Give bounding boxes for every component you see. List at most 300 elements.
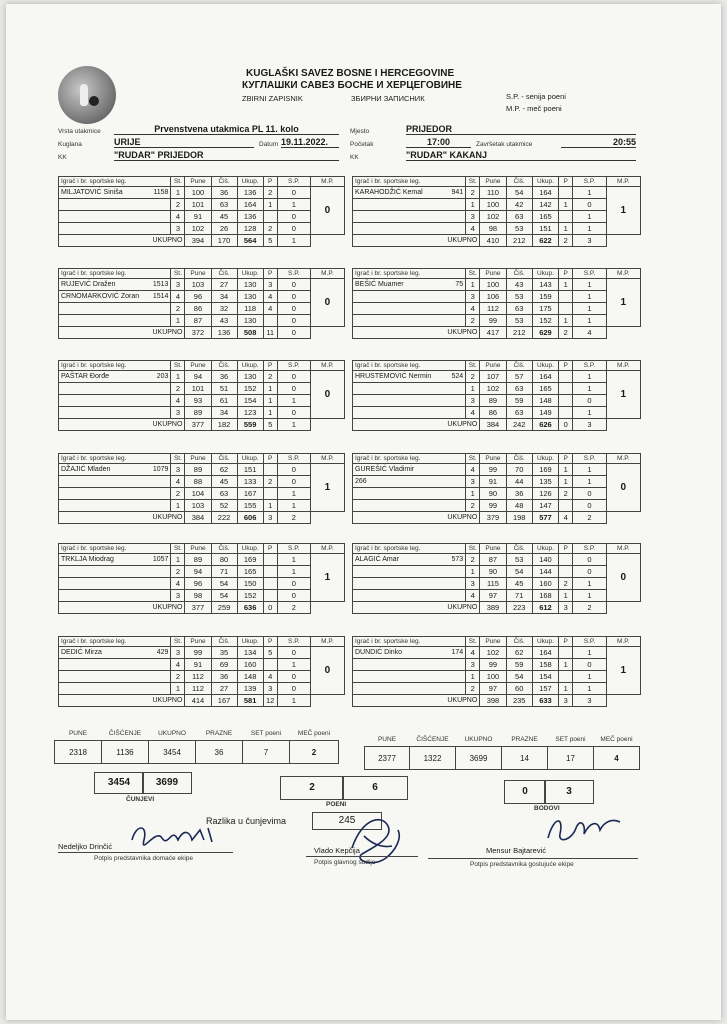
cell-p: 2	[559, 488, 573, 500]
cell-p: 1	[263, 500, 277, 512]
player-cell	[59, 554, 171, 566]
cell-lane: 4	[171, 659, 185, 671]
cell-p	[559, 554, 573, 566]
throw-row	[59, 291, 345, 303]
cell-pune: 100	[480, 279, 506, 291]
col-header-ukup: Ukup.	[237, 177, 263, 187]
col-header-mp: M.P.	[310, 361, 344, 371]
col-header-pune: Pune	[480, 637, 506, 647]
cell-ukup: 160	[532, 578, 558, 590]
throw-row	[353, 683, 641, 695]
cell-ukup: 144	[532, 566, 558, 578]
cell-sp: 1	[573, 407, 606, 419]
cell-cis: 44	[506, 476, 532, 488]
cell-ukup: 164	[532, 371, 558, 383]
throw-row	[353, 476, 641, 488]
total-cis: 167	[211, 695, 237, 707]
player-cell	[59, 476, 171, 488]
cell-lane: 4	[466, 590, 480, 602]
col-header-p: P	[559, 544, 573, 554]
cell-lane: 2	[171, 566, 185, 578]
kk-away-label: KK	[350, 154, 359, 161]
player-license: 174	[451, 649, 464, 656]
player-name: HRUSTEMOVIĆ Nermin	[355, 373, 432, 380]
judge-sign-line	[306, 856, 418, 857]
cell-pune: 97	[480, 683, 506, 695]
poeni-home: 2	[280, 776, 344, 800]
total-row	[353, 602, 641, 614]
player-license: 1079	[152, 466, 169, 473]
cell-sp: 0	[277, 671, 310, 683]
player-cell	[59, 279, 171, 291]
total-sp: 3	[573, 235, 606, 247]
total-sp: 3	[573, 695, 606, 707]
cell-cis: 53	[506, 291, 532, 303]
cell-sp: 1	[573, 279, 606, 291]
total-pune: 410	[480, 235, 506, 247]
total-row	[353, 327, 641, 339]
cell-lane: 4	[171, 476, 185, 488]
col-header-mp: M.P.	[606, 361, 640, 371]
cell-lane: 2	[171, 488, 185, 500]
cell-sp: 0	[573, 488, 606, 500]
cell-p: 5	[263, 647, 277, 659]
away-total-mec: 4	[594, 747, 640, 770]
cell-cis: 59	[506, 659, 532, 671]
cell-cis: 63	[211, 488, 237, 500]
cell-p	[263, 464, 277, 476]
cell-p: 1	[559, 659, 573, 671]
home-sign-caption: Potpis predstavnika domaće ekipe	[94, 855, 194, 862]
throw-row	[59, 187, 345, 199]
player-cell	[59, 371, 171, 383]
bodovi-label: BODOVI	[534, 805, 560, 812]
player-cell	[353, 303, 466, 315]
col-header-sp: S.P.	[277, 637, 310, 647]
player-cell	[353, 199, 466, 211]
col-header-mp: M.P.	[606, 269, 640, 279]
cell-lane: 1	[466, 566, 480, 578]
ukupno-label: UKUPNO	[353, 235, 480, 247]
total-ukup: 577	[532, 512, 558, 524]
cell-cis: 53	[506, 554, 532, 566]
total-cis: 259	[211, 602, 237, 614]
cell-pune: 98	[185, 590, 211, 602]
col-header-p: P	[559, 454, 573, 464]
cell-ukup: 134	[237, 647, 263, 659]
match-points: 1	[606, 371, 640, 419]
col-header-ukup: Ukup.	[532, 269, 558, 279]
cell-p: 1	[559, 315, 573, 327]
cell-lane: 2	[466, 554, 480, 566]
cell-pune: 89	[480, 395, 506, 407]
total-p: 11	[263, 327, 277, 339]
cell-sp: 0	[573, 566, 606, 578]
cell-ukup: 139	[237, 683, 263, 695]
total-sp: 2	[277, 512, 310, 524]
cell-sp: 1	[573, 383, 606, 395]
away-player-table	[352, 360, 641, 431]
legend-mp: M.P. - meč poeni	[506, 104, 562, 113]
total-p: 3	[559, 602, 573, 614]
cell-cis: 36	[211, 671, 237, 683]
player-cell	[353, 671, 466, 683]
throw-row	[353, 223, 641, 235]
col-header-mp: M.P.	[310, 269, 344, 279]
col-header-mp: M.P.	[606, 454, 640, 464]
total-ukup: 581	[237, 695, 263, 707]
match-points: 0	[310, 187, 344, 235]
cell-ukup: 160	[237, 659, 263, 671]
player-name: DEDIĆ Mirza	[61, 649, 102, 656]
col-header-sp: S.P.	[277, 177, 310, 187]
away-totals-label-ciscenje: ČIŠĆENJE	[416, 735, 449, 743]
col-header-p: P	[559, 637, 573, 647]
match-type: Prvenstvena utakmica PL 11. kolo	[114, 124, 339, 135]
player-name: CRNOMARKOVIĆ Zoran	[61, 293, 140, 300]
total-row	[59, 512, 345, 524]
col-header-p: P	[263, 544, 277, 554]
player-cell	[353, 371, 466, 383]
cell-ukup: 164	[237, 199, 263, 211]
total-cis: 198	[506, 512, 532, 524]
cell-pune: 100	[185, 187, 211, 199]
cell-cis: 63	[506, 383, 532, 395]
total-mp-empty	[310, 695, 344, 707]
cell-pune: 102	[185, 223, 211, 235]
cell-ukup: 149	[532, 407, 558, 419]
cell-cis: 45	[211, 211, 237, 223]
throw-row	[353, 291, 641, 303]
cell-ukup: 130	[237, 371, 263, 383]
cell-sp: 0	[573, 500, 606, 512]
total-row	[59, 602, 345, 614]
cell-sp: 1	[573, 371, 606, 383]
col-header-player: Igrač i br. sportske leg.	[353, 544, 466, 554]
cell-cis: 63	[506, 407, 532, 419]
cell-sp: 0	[277, 371, 310, 383]
cell-ukup: 165	[237, 566, 263, 578]
end-time: 20:55	[561, 137, 636, 148]
cell-p	[559, 566, 573, 578]
cunjevi-home: 3454	[94, 772, 144, 794]
away-total-prazne: 14	[502, 747, 548, 770]
player-cell	[353, 590, 466, 602]
cell-cis: 71	[211, 566, 237, 578]
col-header-cis: Čiš.	[506, 361, 532, 371]
total-p: 2	[559, 235, 573, 247]
cell-p	[559, 500, 573, 512]
cell-ukup: 142	[532, 199, 558, 211]
col-header-st: St.	[171, 454, 185, 464]
cell-ukup: 136	[237, 211, 263, 223]
form-title-cyrillic: ЗБИРНИ ЗАПИСНИК	[351, 94, 425, 103]
col-header-pune: Pune	[185, 544, 211, 554]
cell-p: 1	[263, 407, 277, 419]
cell-pune: 104	[185, 488, 211, 500]
total-mp-empty	[310, 602, 344, 614]
col-header-pune: Pune	[480, 454, 506, 464]
total-ukup: 633	[532, 695, 558, 707]
throw-row	[353, 211, 641, 223]
datum-label: Datum	[259, 141, 279, 148]
col-header-pune: Pune	[480, 177, 506, 187]
player-cell	[59, 647, 171, 659]
throw-row	[353, 578, 641, 590]
home-player-table	[58, 268, 345, 339]
cell-p: 1	[559, 223, 573, 235]
player-cell	[59, 303, 171, 315]
total-pune: 414	[185, 695, 211, 707]
col-header-player: Igrač i br. sportske leg.	[59, 544, 171, 554]
cell-pune: 112	[480, 303, 506, 315]
player-cell	[59, 671, 171, 683]
throw-row	[59, 407, 345, 419]
col-header-cis: Čiš.	[506, 177, 532, 187]
col-header-mp: M.P.	[310, 544, 344, 554]
total-sp: 4	[573, 327, 606, 339]
col-header-sp: S.P.	[277, 544, 310, 554]
throw-row	[59, 578, 345, 590]
cell-pune: 99	[480, 464, 506, 476]
col-header-cis: Čiš.	[506, 269, 532, 279]
form-title-latin: ZBIRNI ZAPISNIK	[242, 94, 303, 103]
home-sign-line	[58, 852, 233, 853]
cell-ukup: 136	[237, 187, 263, 199]
cell-sp: 0	[277, 476, 310, 488]
match-points: 1	[606, 187, 640, 235]
cell-lane: 1	[171, 683, 185, 695]
col-header-pune: Pune	[185, 454, 211, 464]
col-header-player: Igrač i br. sportske leg.	[59, 454, 171, 464]
ukupno-label: UKUPNO	[59, 602, 185, 614]
player-license: 1514	[152, 293, 169, 300]
cell-cis: 80	[211, 554, 237, 566]
away-totals-label-prazne: PRAZNE	[511, 735, 538, 743]
total-p: 12	[263, 695, 277, 707]
cell-p	[559, 303, 573, 315]
cell-sp: 0	[573, 199, 606, 211]
player-license: 941	[451, 189, 464, 196]
total-pune: 384	[480, 419, 506, 431]
match-points: 1	[606, 647, 640, 695]
total-cis: 223	[506, 602, 532, 614]
cell-lane: 4	[171, 211, 185, 223]
cell-sp: 1	[573, 291, 606, 303]
col-header-sp: S.P.	[573, 637, 606, 647]
mjesto-label: Mjesto	[350, 128, 370, 135]
cell-p	[263, 659, 277, 671]
cell-p	[263, 566, 277, 578]
player-cell	[353, 659, 466, 671]
throw-row	[59, 395, 345, 407]
total-mp-empty	[310, 419, 344, 431]
cell-sp: 1	[573, 187, 606, 199]
cell-lane: 4	[466, 303, 480, 315]
cell-sp: 1	[573, 683, 606, 695]
cell-ukup: 169	[532, 464, 558, 476]
cell-ukup: 175	[532, 303, 558, 315]
col-header-player: Igrač i br. sportske leg.	[353, 454, 466, 464]
col-header-player: Igrač i br. sportske leg.	[353, 177, 466, 187]
cell-lane: 4	[171, 395, 185, 407]
total-pune: 417	[480, 327, 506, 339]
col-header-p: P	[559, 177, 573, 187]
cell-sp: 1	[573, 590, 606, 602]
cell-pune: 102	[480, 647, 506, 659]
home-player-table	[58, 176, 345, 247]
ukupno-label: UKUPNO	[353, 419, 480, 431]
cell-ukup: 167	[237, 488, 263, 500]
cell-sp: 0	[277, 407, 310, 419]
cell-sp: 1	[573, 671, 606, 683]
cell-pune: 106	[480, 291, 506, 303]
cell-sp: 0	[277, 315, 310, 327]
throw-row	[59, 315, 345, 327]
throw-row	[59, 199, 345, 211]
player-cell	[353, 383, 466, 395]
player-license: 1158	[153, 189, 169, 196]
match-points: 1	[606, 279, 640, 327]
col-header-st: St.	[466, 361, 480, 371]
cell-lane: 4	[466, 223, 480, 235]
home-rep-name: Nedeljko Drinčić	[58, 842, 113, 851]
total-sp: 3	[573, 419, 606, 431]
throw-row	[353, 659, 641, 671]
player-name: GUREŠIĆ Vladimir	[355, 466, 415, 473]
cell-p: 4	[263, 671, 277, 683]
cell-cis: 54	[506, 566, 532, 578]
col-header-player: Igrač i br. sportske leg.	[59, 269, 171, 279]
cell-cis: 27	[211, 683, 237, 695]
cell-lane: 1	[171, 500, 185, 512]
cell-pune: 100	[480, 199, 506, 211]
player-license: 75	[455, 281, 464, 288]
zavrsetak-label: Završetak utakmice	[476, 141, 533, 148]
throw-row	[59, 383, 345, 395]
cell-pune: 90	[480, 566, 506, 578]
player-name: MILJATOVIĆ Siniša	[61, 189, 123, 196]
cell-cis: 51	[211, 383, 237, 395]
away-rep-name: Mensur Bajtarević	[486, 846, 547, 855]
col-header-ukup: Ukup.	[237, 544, 263, 554]
col-header-player: Igrač i br. sportske leg.	[353, 637, 466, 647]
cell-ukup: 165	[532, 211, 558, 223]
total-cis: 136	[211, 327, 237, 339]
cell-lane: 1	[466, 488, 480, 500]
cell-pune: 102	[480, 383, 506, 395]
cell-p: 1	[559, 590, 573, 602]
home-totals	[54, 726, 339, 764]
col-header-p: P	[559, 361, 573, 371]
col-header-cis: Čiš.	[211, 544, 237, 554]
cell-ukup: 133	[237, 476, 263, 488]
cell-sp: 1	[573, 578, 606, 590]
cell-cis: 62	[506, 647, 532, 659]
cell-ukup: 154	[237, 395, 263, 407]
cell-lane: 2	[466, 315, 480, 327]
cell-cis: 53	[506, 223, 532, 235]
throw-row	[59, 476, 345, 488]
col-header-ukup: Ukup.	[237, 637, 263, 647]
cell-ukup: 150	[237, 578, 263, 590]
cell-cis: 45	[506, 578, 532, 590]
cell-pune: 99	[480, 500, 506, 512]
home-totals-label-ukupno: UKUPNO	[158, 729, 186, 737]
player-license: 1513	[152, 281, 169, 288]
col-header-player: Igrač i br. sportske leg.	[353, 361, 466, 371]
col-header-mp: M.P.	[310, 177, 344, 187]
cell-p	[263, 590, 277, 602]
player-cell	[353, 500, 466, 512]
home-total-prazne: 36	[196, 741, 243, 764]
player-name: DUNDIĆ Dinko	[355, 649, 403, 656]
cell-pune: 102	[480, 211, 506, 223]
cell-p	[559, 395, 573, 407]
col-header-mp: M.P.	[606, 177, 640, 187]
cell-pune: 98	[480, 223, 506, 235]
throw-row	[59, 659, 345, 671]
cell-pune: 89	[185, 407, 211, 419]
col-header-st: St.	[466, 177, 480, 187]
col-header-cis: Čiš.	[211, 269, 237, 279]
cell-sp: 1	[573, 476, 606, 488]
col-header-cis: Čiš.	[211, 361, 237, 371]
home-totals-label-ciscenje: ČIŠĆENJE	[108, 729, 142, 737]
ukupno-label: UKUPNO	[353, 512, 480, 524]
throw-row	[353, 671, 641, 683]
throw-row	[59, 279, 345, 291]
total-mp-empty	[606, 602, 640, 614]
cell-ukup: 130	[237, 291, 263, 303]
cell-p: 4	[263, 303, 277, 315]
player-license: 429	[156, 649, 169, 656]
col-header-ukup: Ukup.	[532, 637, 558, 647]
throw-row	[353, 279, 641, 291]
throw-row	[353, 199, 641, 211]
judge-name: Vlado Kepčija	[314, 846, 360, 855]
cell-p	[263, 578, 277, 590]
cell-p: 2	[559, 578, 573, 590]
player-cell	[353, 647, 466, 659]
player-license: 203	[156, 373, 169, 380]
match-points: 1	[310, 464, 344, 512]
cell-p	[559, 211, 573, 223]
player-cell	[59, 464, 171, 476]
player-name: ALAGIĆ Amar	[355, 556, 399, 563]
total-cis: 182	[211, 419, 237, 431]
player-cell	[353, 291, 466, 303]
cell-lane: 4	[466, 647, 480, 659]
cell-pune: 86	[480, 407, 506, 419]
home-player-table	[58, 636, 345, 707]
cell-p	[559, 187, 573, 199]
total-row	[353, 695, 641, 707]
cell-cis: 34	[211, 407, 237, 419]
cell-p: 3	[263, 683, 277, 695]
col-header-mp: M.P.	[606, 637, 640, 647]
cell-cis: 52	[211, 500, 237, 512]
col-header-st: St.	[171, 637, 185, 647]
col-header-p: P	[263, 361, 277, 371]
cell-ukup: 169	[237, 554, 263, 566]
home-total-pune: 2318	[55, 741, 102, 764]
cell-pune: 97	[480, 590, 506, 602]
throw-row	[353, 315, 641, 327]
player-license: 573	[451, 556, 464, 563]
total-cis: 222	[211, 512, 237, 524]
home-total-ukupno: 3454	[149, 741, 196, 764]
